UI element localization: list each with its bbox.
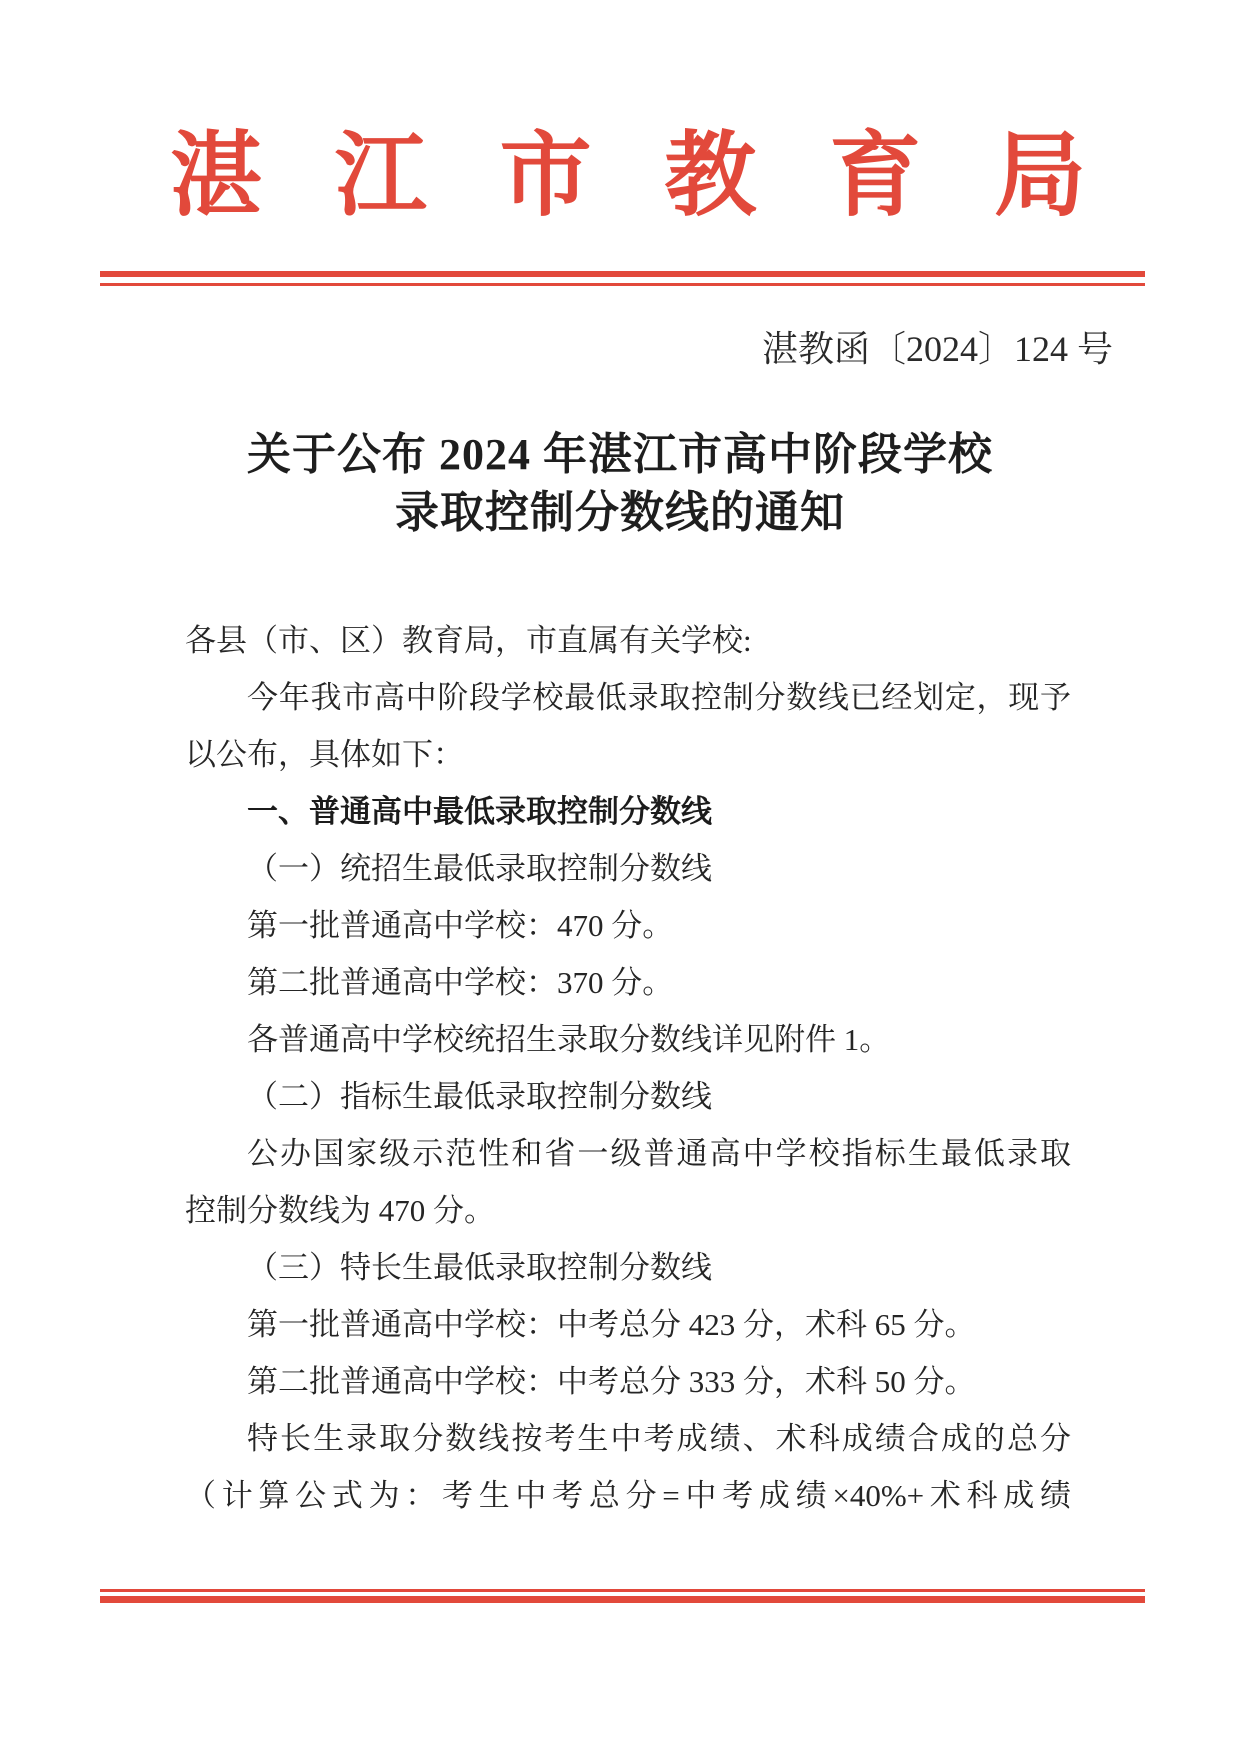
body-line: 第一批普通高中学校：470 分。 bbox=[247, 908, 674, 943]
agency-char: 市 bbox=[499, 125, 592, 227]
body-line: （一）统招生最低录取控制分数线 bbox=[247, 851, 712, 886]
body-line: （三）特长生最低录取控制分数线 bbox=[247, 1250, 712, 1285]
agency-char: 教 bbox=[664, 125, 757, 227]
agency-char: 局 bbox=[993, 125, 1086, 227]
agency-char: 育 bbox=[829, 125, 922, 227]
body-line: 今年我市高中阶段学校最低录取控制分数线已经划定，现予 bbox=[247, 680, 1071, 715]
agency-char: 湛 bbox=[170, 125, 263, 227]
title-line-1: 关于公布 2024 年湛江市高中阶段学校 bbox=[247, 430, 993, 479]
agency-char: 江 bbox=[334, 125, 427, 227]
document-title bbox=[0, 426, 1240, 542]
body-line: 第二批普通高中学校：中考总分 333 分，术科 50 分。 bbox=[247, 1364, 976, 1399]
body-line: （二）指标生最低录取控制分数线 bbox=[247, 1079, 712, 1114]
red-rule-top-thick bbox=[100, 271, 1145, 277]
title-line-2: 录取控制分数线的通知 bbox=[395, 488, 845, 537]
body-line: 一、普通高中最低录取控制分数线 bbox=[247, 794, 712, 829]
document-body bbox=[185, 612, 1071, 1524]
red-rule-bottom-thin bbox=[100, 1589, 1145, 1592]
agency-name-header bbox=[170, 125, 1086, 227]
body-line: 控制分数线为 470 分。 bbox=[185, 1193, 495, 1228]
body-line: 公办国家级示范性和省一级普通高中学校指标生最低录取 bbox=[247, 1136, 1071, 1171]
body-line: 特长生录取分数线按考生中考成绩、术科成绩合成的总分 bbox=[247, 1421, 1071, 1456]
red-rule-bottom-thick bbox=[100, 1596, 1145, 1603]
body-line: 各普通高中学校统招生录取分数线详见附件 1。 bbox=[247, 1022, 891, 1057]
red-rule-top-thin bbox=[100, 283, 1145, 286]
body-line: （计算公式为：考生中考总分=中考成绩×40%+术科成绩 bbox=[185, 1478, 1071, 1513]
doc-reference-number: 湛教函〔2024〕124 号 bbox=[761, 329, 1113, 369]
body-line: 各县（市、区）教育局，市直属有关学校: bbox=[185, 623, 752, 658]
body-line: 以公布，具体如下： bbox=[185, 737, 464, 772]
body-line: 第二批普通高中学校：370 分。 bbox=[247, 965, 674, 1000]
body-line: 第一批普通高中学校：中考总分 423 分，术科 65 分。 bbox=[247, 1307, 976, 1342]
